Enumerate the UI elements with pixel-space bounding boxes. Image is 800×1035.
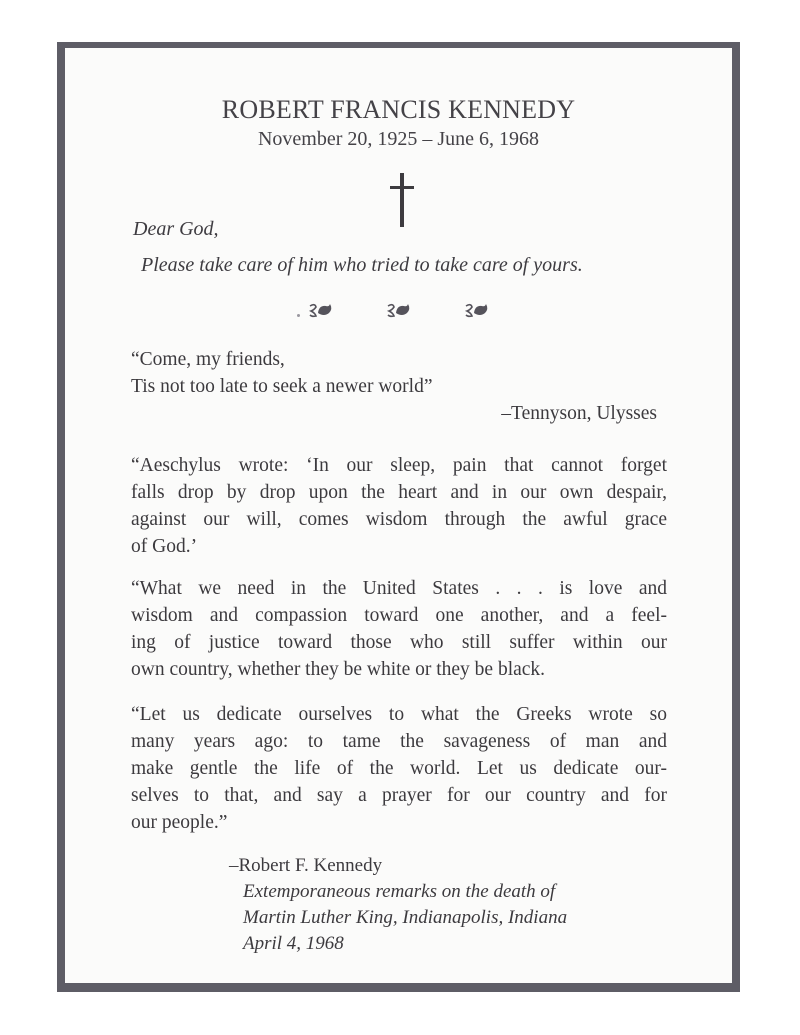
- quote-line: wisdom and compassion toward one another, and a feel-: [131, 605, 667, 626]
- quote-line: selves to that, and say a prayer for our country and for: [131, 785, 667, 806]
- quote-line: “Come, my friends,: [131, 349, 285, 370]
- quote-line: “What we need in the United States . . . is love and: [131, 578, 667, 599]
- life-dates: November 20, 1925 – June 6, 1968: [257, 128, 540, 150]
- quote-line: of God.’: [131, 536, 198, 557]
- dot-icon: [297, 314, 300, 317]
- united-states-quote: [131, 575, 667, 683]
- card-title: ROBERT FRANCIS KENNEDY: [221, 95, 576, 124]
- aeschylus-quote: [131, 452, 667, 560]
- quote-line: “Let us dedicate ourselves to what the Greeks wrote so: [131, 704, 667, 725]
- prayer-line: Please take care of him who tried to take care of yours.: [141, 254, 583, 276]
- quote-line: Tis not too late to seek a newer world”: [131, 376, 433, 397]
- quote-line: ing of justice toward those who still suffer within our: [131, 632, 667, 653]
- quote-line: “Aeschylus wrote: ‘In our sleep, pain that cannot forget: [131, 455, 667, 476]
- quote-attribution: –Tennyson, Ulysses: [501, 403, 657, 424]
- quote-line: many years ago: to tame the savageness of man and: [131, 731, 667, 752]
- quote-line: falls drop by drop upon the heart and in our own despair,: [131, 482, 667, 503]
- quote-line: against our will, comes wisdom through the awful grace: [131, 509, 667, 530]
- fleuron-icon: [463, 301, 491, 319]
- fleuron-icon: [385, 301, 413, 319]
- signature-context: Extemporaneous remarks on the death of: [243, 881, 556, 902]
- signature-context: Martin Luther King, Indianapolis, Indiana: [243, 907, 568, 928]
- greeks-quote: [131, 701, 667, 836]
- tennyson-quote: [131, 346, 667, 427]
- fleuron-icon: [307, 301, 335, 319]
- memorial-card: [57, 42, 740, 992]
- signature-name: –Robert F. Kennedy: [229, 855, 383, 876]
- signature-date: April 4, 1968: [243, 933, 344, 954]
- ornament-divider: [297, 301, 517, 323]
- cross-icon: [390, 173, 414, 227]
- signature-block: [229, 853, 567, 957]
- quote-line: our people.”: [131, 812, 228, 833]
- prayer-salutation: Dear God,: [133, 218, 219, 240]
- quote-line: own country, whether they be white or they be black.: [131, 659, 546, 680]
- quote-line: make gentle the life of the world. Let us dedicate our-: [131, 758, 667, 779]
